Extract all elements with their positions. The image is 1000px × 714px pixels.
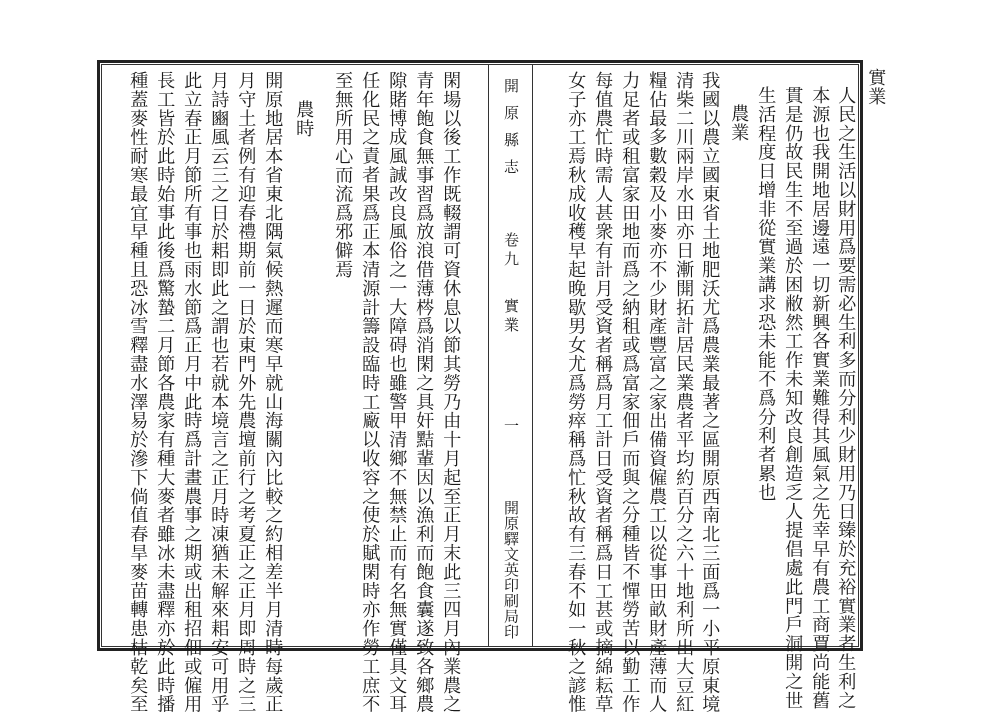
spine-volume: 卷九 xyxy=(502,232,520,270)
text-column: 女子亦工焉秋成收穫早起晚歇男女尤爲勞瘁稱爲忙秋故有三春不如一秋之諺惟 xyxy=(565,71,587,714)
text-column: 人民之生活以財用爲要需必生利多而分利少財用乃日臻於充裕實業者生利之 xyxy=(835,86,857,710)
text-column: 月詩豳風云三之日於耜即此之謂也若就本境言之正月時凍猶未解來耜安可用乎 xyxy=(208,71,230,714)
text-column: 糧佔最多數穀及小麥亦不少財產豐富之家出備資僱農工以從事田畝財產薄而人 xyxy=(646,71,668,714)
text-column: 此立春正月節所有事也雨水節爲正月中此時爲計畫農事之期或出租招佃或僱用 xyxy=(181,71,203,714)
text-column: 貫是仍故民生不至過於困敝然工作未知改良創造乏人提倡處此門戶洞開之世 xyxy=(782,86,804,710)
section-heading-shiye: 實業 xyxy=(865,68,887,106)
text-column: 青年飽食無事習爲放浪借薄梣爲消閑之具奸黠輩因以漁利而飽食囊遂致各鄉農 xyxy=(413,71,435,714)
text-column: 閑場以後工作既輟謂可資休息以節其勞乃由十月起至正月末此三四月內業農之 xyxy=(440,71,462,714)
text-column: 生活程度日增非從實業講求恐未能不爲分利者累也 xyxy=(755,86,777,502)
text-column: 長工皆於此時始事此後爲驚蟄二月節各農家有種大麥者雖冰未盡釋亦於此時播 xyxy=(154,71,176,714)
text-column: 至無所用心而流爲邪僻焉 xyxy=(332,71,354,279)
printer-imprint: 開原驛文英印刷局印 xyxy=(502,500,520,640)
text-column: 我國以農立國東省土地肥沃尤爲農業最著之區開原西南北三面爲一小平原東境 xyxy=(699,71,721,714)
spine-title: 開原縣志 xyxy=(502,78,520,186)
subheading-nongshi: 農時 xyxy=(293,100,315,138)
text-column: 開原地居本省東北隅氣候熱遲而寒早就山海關內比較之約相差半月清時每歲正 xyxy=(262,71,284,714)
text-column: 每值農忙時需人甚衆有計月受資者稱爲月工計日受資者稱爲日工甚或摘綿耘草 xyxy=(592,71,614,714)
text-column: 種蓋麥性耐寒最宜早種且恐冰雪釋盡水澤易於滲下倘值春旱麥苗轉患枯乾矣至 xyxy=(127,71,149,714)
text-column: 隙賭博成風誠改良風俗之一大障碍也雖警甲清鄉不無禁止而有名無實僅具文耳 xyxy=(386,71,408,714)
text-column: 清柴二川兩岸水田亦日漸開拓計居民業農者平均約百分之六十地利所出大豆紅 xyxy=(673,71,695,714)
text-column: 本源也我開地居邊遠一切新興各實業難得其風氣之先幸早有農工商賈尚能舊 xyxy=(809,86,831,710)
text-column: 力足者或租富家田地而爲之納租或爲富家佃戶而與之分種皆不憚勞苦以勤工作 xyxy=(619,71,641,714)
spine-rule-right xyxy=(532,64,533,647)
spine-rule-left xyxy=(488,64,489,647)
spine-section: 實業 xyxy=(502,298,520,336)
page-number: 一 xyxy=(502,418,520,433)
subheading-nongye: 農業 xyxy=(728,104,750,142)
text-column: 月守土者例有迎春禮期前一日於東門外先農壇前行之考夏正之正月即周時之三 xyxy=(235,71,257,714)
text-column: 任化民之責者果爲正本清源計籌設臨時工廠以收容之使於賦閑時亦作勞工庶不 xyxy=(359,71,381,714)
